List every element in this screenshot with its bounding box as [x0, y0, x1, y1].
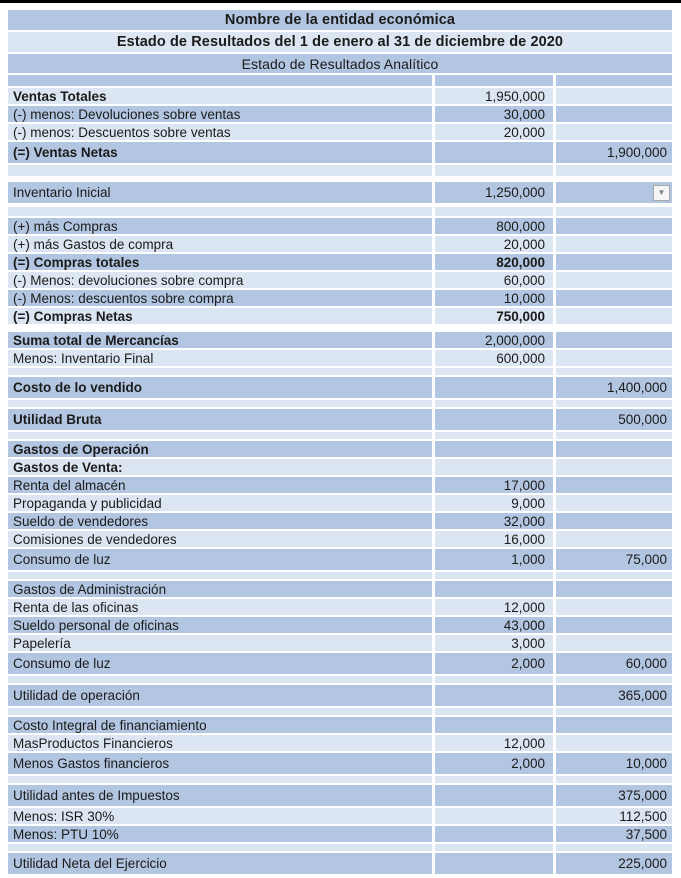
row-value-col2-cell[interactable]: 112,500	[556, 808, 672, 824]
row-value-col1-cell[interactable]: 1,250,000	[435, 182, 553, 203]
row-value-col2-cell[interactable]	[556, 735, 672, 751]
row-label-cell	[8, 776, 432, 783]
row-value-col1-cell[interactable]: 17,000	[435, 477, 553, 493]
row-value-col1-cell[interactable]	[435, 826, 553, 842]
row-value-col2-cell[interactable]: 375,000	[556, 785, 672, 806]
row-value-col1-cell[interactable]	[435, 441, 553, 457]
row-label-cell[interactable]: Menos Gastos financieros	[8, 753, 432, 774]
table-row	[8, 88, 672, 104]
row-label-cell[interactable]: Propaganda y publicidad	[8, 495, 432, 511]
top-border	[0, 0, 681, 3]
row-value-col2-cell	[556, 75, 672, 86]
row-value-col2-cell[interactable]: 75,000	[556, 549, 672, 570]
table-row	[8, 106, 672, 122]
row-value-col2-cell[interactable]	[556, 88, 672, 104]
row-label-cell	[8, 676, 432, 683]
row-value-col1-cell[interactable]: 600,000	[435, 350, 553, 366]
row-label-cell[interactable]: Gastos de Operación	[8, 441, 432, 457]
row-label-cell[interactable]: Sueldo personal de oficinas	[8, 617, 432, 633]
row-value-col1-cell[interactable]: 20,000	[435, 124, 553, 140]
spacer-row	[8, 400, 672, 407]
row-value-col2-cell	[556, 844, 672, 851]
row-value-col1-cell[interactable]: 12,000	[435, 735, 553, 751]
misspelled-word: Mas	[13, 735, 39, 751]
row-value-col2-cell[interactable]	[556, 513, 672, 529]
row-value-col1-cell	[435, 368, 553, 375]
row-value-col2-cell[interactable]: 1,400,000	[556, 377, 672, 398]
row-value-col1-cell[interactable]: 32,000	[435, 513, 553, 529]
table-row	[8, 549, 672, 570]
row-label-cell	[8, 368, 432, 375]
row-value-col1-cell[interactable]	[435, 785, 553, 806]
row-value-col1-cell[interactable]	[435, 142, 553, 163]
spacer-row	[8, 75, 672, 86]
table-row	[8, 459, 672, 475]
row-value-col1-cell	[435, 572, 553, 579]
row-value-col1-cell[interactable]: 9,000	[435, 495, 553, 511]
row-value-col1-cell[interactable]	[435, 853, 553, 874]
row-value-col1-cell	[435, 75, 553, 86]
row-value-col2-cell	[556, 165, 672, 176]
row-label-cell[interactable]: (=) Compras Netas	[8, 308, 432, 324]
row-label-cell[interactable]: Inventario Inicial	[8, 182, 432, 203]
row-value-col1-cell[interactable]: 1,950,000	[435, 88, 553, 104]
row-label-cell	[8, 75, 432, 86]
table-row	[8, 753, 672, 774]
row-label-cell[interactable]: (=) Compras totales	[8, 254, 432, 270]
table-row	[8, 290, 672, 306]
row-value-col2-cell[interactable]	[556, 459, 672, 475]
row-label-cell[interactable]: Ventas Totales	[8, 88, 432, 104]
row-label-cell	[8, 165, 432, 176]
row-value-col1-cell[interactable]: 800,000	[435, 218, 553, 234]
row-value-col1-cell[interactable]: 3,000	[435, 635, 553, 651]
statement-table	[8, 10, 672, 876]
row-label-cell[interactable]: Menos: ISR 30%	[8, 808, 432, 824]
row-value-col2-cell[interactable]	[556, 635, 672, 651]
row-value-col1-cell[interactable]: 20,000	[435, 236, 553, 252]
row-label-cell[interactable]: Utilidad antes de Impuestos	[8, 785, 432, 806]
row-label-cell[interactable]: Sueldo de vendedores	[8, 513, 432, 529]
row-label-cell[interactable]: Costo Integral de financiamiento	[8, 717, 432, 733]
row-value-col1-cell[interactable]: 2,000,000	[435, 332, 553, 348]
row-label-cell[interactable]: Consumo de luz	[8, 653, 432, 674]
row-value-col1-cell	[435, 776, 553, 783]
row-label-cell[interactable]: Menos: Inventario Final	[8, 350, 432, 366]
row-value-col2-cell[interactable]	[556, 599, 672, 615]
row-label-cell[interactable]: Comisiones de vendedores	[8, 531, 432, 547]
validation-dropdown-button[interactable]	[653, 185, 670, 201]
spacer-row	[8, 165, 672, 176]
row-value-col1-cell[interactable]: 43,000	[435, 617, 553, 633]
table-row	[8, 142, 672, 163]
table-row	[8, 218, 672, 234]
row-value-col2-cell	[556, 572, 672, 579]
row-value-col2-cell[interactable]	[556, 124, 672, 140]
row-label-cell[interactable]: Consumo de luz	[8, 549, 432, 570]
spacer-row	[8, 207, 672, 216]
row-value-col2-cell[interactable]	[556, 106, 672, 122]
table-row	[8, 717, 672, 733]
row-label-cell[interactable]: Costo de lo vendido	[8, 377, 432, 398]
row-value-col2-cell[interactable]	[556, 332, 672, 348]
row-value-col1-cell[interactable]: 12,000	[435, 599, 553, 615]
row-value-col2-cell[interactable]	[556, 531, 672, 547]
row-value-col1-cell[interactable]: 30,000	[435, 106, 553, 122]
table-row	[8, 808, 672, 824]
row-label-cell[interactable]: Utilidad de operación	[8, 685, 432, 706]
chevron-down-icon: ▼	[657, 187, 666, 197]
row-value-col1-cell	[435, 400, 553, 407]
row-value-col1-cell[interactable]	[435, 409, 553, 430]
row-value-col1-cell[interactable]	[435, 459, 553, 475]
statement-type-cell[interactable]: Estado de Resultados Analítico	[8, 54, 672, 73]
row-value-col2-cell[interactable]	[556, 182, 672, 203]
row-label-cell[interactable]: (+) más Gastos de compra	[8, 236, 432, 252]
spacer-row	[8, 432, 672, 439]
row-value-col1-cell[interactable]: 16,000	[435, 531, 553, 547]
row-value-col1-cell[interactable]: 750,000	[435, 308, 553, 324]
table-row	[8, 182, 672, 203]
row-label-cell[interactable]: Utilidad Neta del Ejercicio	[8, 853, 432, 874]
row-value-col2-cell	[556, 776, 672, 783]
table-row	[8, 531, 672, 547]
row-value-col1-cell[interactable]: 2,000	[435, 753, 553, 774]
row-label-cell[interactable]: (-) Menos: devoluciones sobre compra	[8, 272, 432, 288]
row-value-col2-cell[interactable]: 37,500	[556, 826, 672, 842]
table-row	[8, 332, 672, 348]
row-value-col2-cell	[556, 368, 672, 375]
statement-period-cell[interactable]: Estado de Resultados del 1 de enero al 31 de diciembre de 2020	[8, 32, 672, 52]
row-value-col2-cell[interactable]	[556, 236, 672, 252]
table-row	[8, 635, 672, 651]
row-label-cell[interactable]: Suma total de Mercancías	[8, 332, 432, 348]
row-value-col2-cell[interactable]: 1,900,000	[556, 142, 672, 163]
row-value-col2-cell[interactable]	[556, 581, 672, 597]
table-row	[8, 409, 672, 430]
table-row	[8, 272, 672, 288]
row-value-col2-cell[interactable]	[556, 308, 672, 324]
row-value-col1-cell	[435, 207, 553, 216]
spacer-row	[8, 676, 672, 683]
row-value-col1-cell[interactable]: 10,000	[435, 290, 553, 306]
row-value-col2-cell[interactable]: 365,000	[556, 685, 672, 706]
row-value-col2-cell[interactable]	[556, 617, 672, 633]
table-row	[8, 350, 672, 366]
table-row	[8, 617, 672, 633]
row-label-cell[interactable]: (-) menos: Devoluciones sobre ventas	[8, 106, 432, 122]
spacer-row	[8, 844, 672, 851]
row-label-cell[interactable]: (-) menos: Descuentos sobre ventas	[8, 124, 432, 140]
row-label-cell[interactable]: (+) más Compras	[8, 218, 432, 234]
row-value-col1-cell[interactable]	[435, 808, 553, 824]
row-label-cell[interactable]: Mas Productos Financieros	[8, 735, 432, 751]
table-row	[8, 441, 672, 457]
spacer-row	[8, 572, 672, 579]
row-label-cell	[8, 708, 432, 715]
table-row	[8, 477, 672, 493]
table-row	[8, 124, 672, 140]
entity-name-cell[interactable]: Nombre de la entidad económica	[8, 10, 672, 30]
row-label-cell	[8, 432, 432, 439]
row-value-col2-cell[interactable]	[556, 717, 672, 733]
table-row	[8, 236, 672, 252]
row-label-cell[interactable]: Renta de las oficinas	[8, 599, 432, 615]
row-value-col2-cell	[556, 207, 672, 216]
row-value-col2-cell[interactable]	[556, 254, 672, 270]
row-value-col2-cell	[556, 400, 672, 407]
row-value-col1-cell[interactable]	[435, 685, 553, 706]
table-row	[8, 735, 672, 751]
row-label-cell[interactable]: Papelería	[8, 635, 432, 651]
row-value-col2-cell[interactable]	[556, 441, 672, 457]
table-row	[8, 308, 672, 324]
table-row	[8, 377, 672, 398]
row-value-col2-cell[interactable]	[556, 477, 672, 493]
row-value-col1-cell	[435, 708, 553, 715]
statement-rows	[8, 75, 672, 874]
row-value-col2-cell[interactable]: 500,000	[556, 409, 672, 430]
row-value-col2-cell[interactable]	[556, 495, 672, 511]
table-row	[8, 653, 672, 674]
row-value-col2-cell[interactable]	[556, 350, 672, 366]
table-row	[8, 685, 672, 706]
row-value-col1-cell[interactable]: 2,000	[435, 653, 553, 674]
row-value-col1-cell	[435, 844, 553, 851]
row-label-cell	[8, 572, 432, 579]
row-value-col1-cell[interactable]	[435, 581, 553, 597]
row-value-col2-cell	[556, 432, 672, 439]
row-value-col1-cell[interactable]	[435, 377, 553, 398]
row-value-col2-cell[interactable]: 10,000	[556, 753, 672, 774]
row-value-col1-cell[interactable]	[435, 717, 553, 733]
row-value-col2-cell	[556, 708, 672, 715]
row-label-cell	[8, 844, 432, 851]
spacer-row	[8, 776, 672, 783]
row-value-col2-cell	[556, 676, 672, 683]
spacer-row	[8, 708, 672, 715]
table-row	[8, 599, 672, 615]
row-value-col1-cell	[435, 432, 553, 439]
row-label-cell[interactable]: Renta del almacén	[8, 477, 432, 493]
row-label-cell[interactable]: Menos: PTU 10%	[8, 826, 432, 842]
row-value-col1-cell[interactable]: 60,000	[435, 272, 553, 288]
row-value-col2-cell[interactable]	[556, 272, 672, 288]
row-label-cell[interactable]: (-) Menos: descuentos sobre compra	[8, 290, 432, 306]
row-value-col1-cell	[435, 676, 553, 683]
row-value-col1-cell[interactable]: 1,000	[435, 549, 553, 570]
row-label-cell	[8, 207, 432, 216]
row-label-cell[interactable]: (=) Ventas Netas	[8, 142, 432, 163]
table-row	[8, 581, 672, 597]
row-value-col2-cell[interactable]: 225,000	[556, 853, 672, 874]
spacer-row	[8, 368, 672, 375]
row-label-cell[interactable]: Gastos de Venta:	[8, 459, 432, 475]
table-row	[8, 254, 672, 270]
table-row	[8, 853, 672, 874]
row-value-col1-cell	[435, 165, 553, 176]
row-label-cell	[8, 400, 432, 407]
row-value-col2-cell[interactable]	[556, 218, 672, 234]
table-row	[8, 785, 672, 806]
table-row	[8, 495, 672, 511]
row-value-col1-cell[interactable]: 820,000	[435, 254, 553, 270]
table-row	[8, 826, 672, 842]
row-value-col2-cell[interactable]: 60,000	[556, 653, 672, 674]
row-label-cell[interactable]: Gastos de Administración	[8, 581, 432, 597]
row-value-col2-cell[interactable]	[556, 290, 672, 306]
row-label-cell[interactable]: Utilidad Bruta	[8, 409, 432, 430]
table-row	[8, 513, 672, 529]
